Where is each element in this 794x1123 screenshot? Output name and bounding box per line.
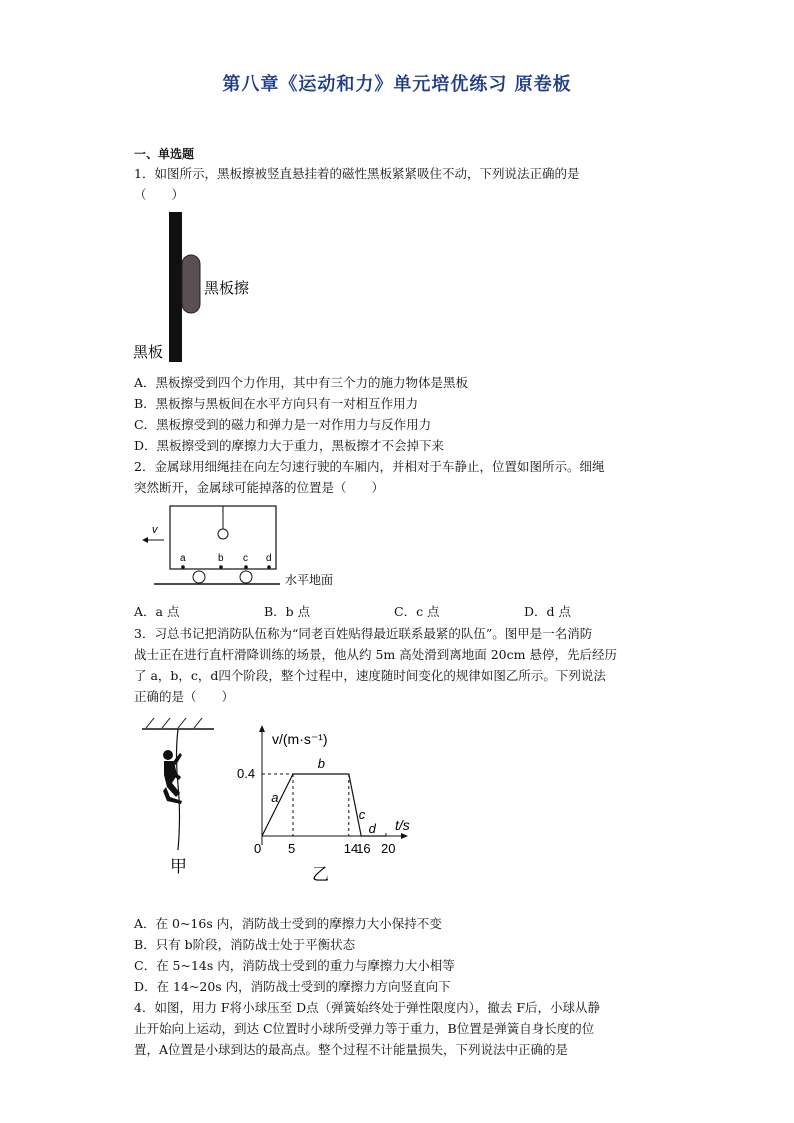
- q3-option-c: C．在 5~14s 内，消防战士受到的重力与摩擦力大小相等: [134, 958, 455, 973]
- q3-option-b: B．只有 b阶段，消防战士处于平衡状态: [134, 937, 356, 952]
- q3-stem-line4: 正确的是（ ）: [134, 689, 235, 704]
- q2-stem-line2: 突然断开，金属球可能掉落的位置是（ ）: [134, 480, 385, 495]
- q1-option-c: C．黑板擦受到的磁力和弹力是一对作用力与反作用力: [134, 417, 432, 432]
- q1-stem: [134, 163, 664, 205]
- fig-yi-label: 乙: [312, 865, 329, 884]
- x-tick-label: 20: [381, 841, 396, 856]
- fig-ground-label: 水平地面: [285, 573, 334, 587]
- section-heading: 一、单选题: [134, 147, 195, 161]
- fig-jia-label: 甲: [170, 857, 187, 876]
- hatch-1: [146, 718, 154, 728]
- q3-option-a: A．在 0~16s 内，消防战士受到的摩擦力大小保持不变: [134, 916, 442, 931]
- arrow-head: [142, 537, 148, 543]
- segment-label: b: [317, 756, 326, 771]
- q2-options: [134, 602, 654, 620]
- q3-stem-line3: 了 a，b，c，d四个阶段，整个过程中，速度随时间变化的规律如图乙所示。下列说法: [134, 668, 606, 683]
- page-title: 第八章《运动和力》单元培优练习 原卷板: [222, 74, 572, 95]
- segment-label: d: [368, 821, 376, 836]
- q2-option-b: B．b 点: [264, 604, 311, 619]
- point-c-label: c: [243, 553, 248, 564]
- point-b-label: b: [218, 553, 224, 564]
- q4-stem: [134, 997, 664, 1060]
- hatch-4: [194, 718, 202, 728]
- y-axis-label: v/(m·s⁻¹): [272, 731, 328, 747]
- q3-options: [134, 913, 455, 997]
- x-tick-label: 14: [343, 841, 359, 856]
- wheel-left: [193, 571, 205, 583]
- y-axis-arrow: [259, 725, 265, 732]
- q2-stem: [134, 456, 664, 498]
- velocity-series-line: [262, 774, 386, 836]
- y-tick-label: 0.4: [237, 766, 256, 781]
- q4-stem-line3: 置，A位置是小球到达的最高点。整个过程不计能量损失，下列说法中正确的是: [134, 1042, 569, 1057]
- fig-board-label: 黑板: [133, 344, 164, 361]
- q3-stem-line2: 战士正在进行直杆滑降训练的场景，他从约 5m 高处滑到离地面 20cm 悬停，先后经历: [134, 647, 617, 662]
- q3-stem: [134, 623, 664, 707]
- q3-option-d: D．在 14~20s 内，消防战士受到的摩擦力方向竖直向下: [134, 979, 451, 994]
- point-c: [244, 565, 248, 569]
- vt-chart: [232, 720, 422, 885]
- hatch-2: [162, 718, 170, 728]
- point-d-label: d: [266, 553, 272, 564]
- q2-figure: [140, 503, 370, 591]
- point-a-label: a: [180, 553, 186, 564]
- q3-stem-line1: 3．习总书记把消防队伍称为“同老百姓贴得最近联系最紧的队伍”。图甲是一名消防: [134, 626, 593, 641]
- wheel-right: [240, 571, 252, 583]
- q1-option-d: D．黑板擦受到的摩擦力大于重力，黑板擦才不会掉下来: [134, 438, 445, 453]
- fig-eraser-label: 黑板擦: [204, 280, 250, 297]
- point-b: [219, 565, 223, 569]
- q2-stem-line1: 2．金属球用细绳挂在向左匀速行驶的车厢内，并相对于车静止，位置如图所示。细绳: [134, 459, 605, 474]
- x-tick-label: 16: [356, 841, 371, 856]
- x-axis-arrow: [401, 833, 408, 839]
- q2-option-a: A．a 点: [134, 604, 180, 619]
- segment-label: a: [271, 789, 279, 805]
- q3-figure-jia: [134, 715, 224, 880]
- q4-stem-line1: 4．如图，用力 F将小球压至 D点（弹簧始终处于弹性限度内），撤去 F后，小球从静: [134, 1000, 600, 1015]
- blackboard-shape: [169, 212, 182, 362]
- eraser-shape: [182, 255, 200, 313]
- point-a: [181, 565, 185, 569]
- x-axis-label: t/s: [395, 817, 410, 833]
- q1-stem-line2: （ ）: [134, 187, 185, 202]
- point-d: [267, 565, 271, 569]
- x-tick-label: 5: [288, 841, 296, 856]
- q2-option-d: D．d 点: [524, 604, 571, 619]
- metal-ball: [218, 529, 228, 539]
- hatch-3: [178, 718, 186, 728]
- q2-option-c: C．c 点: [394, 604, 440, 619]
- q1-figure: [130, 210, 270, 365]
- q1-stem-line1: 1．如图所示，黑板擦被竖直悬挂着的磁性黑板紧紧吸住不动，下列说法正确的是: [134, 166, 580, 181]
- q1-options: [134, 372, 468, 456]
- fig-v-label: v: [152, 524, 158, 536]
- q1-option-a: A．黑板擦受到四个力作用，其中有三个力的施力物体是黑板: [134, 375, 469, 390]
- q4-stem-line2: 止开始向上运动，到达 C位置时小球所受弹力等于重力，B位置是弹簧自身长度的位: [134, 1021, 595, 1036]
- segment-label: c: [358, 807, 366, 822]
- x-tick-label: 0: [254, 841, 262, 856]
- q1-option-b: B．黑板擦与黑板间在水平方向只有一对相互作用力: [134, 396, 419, 411]
